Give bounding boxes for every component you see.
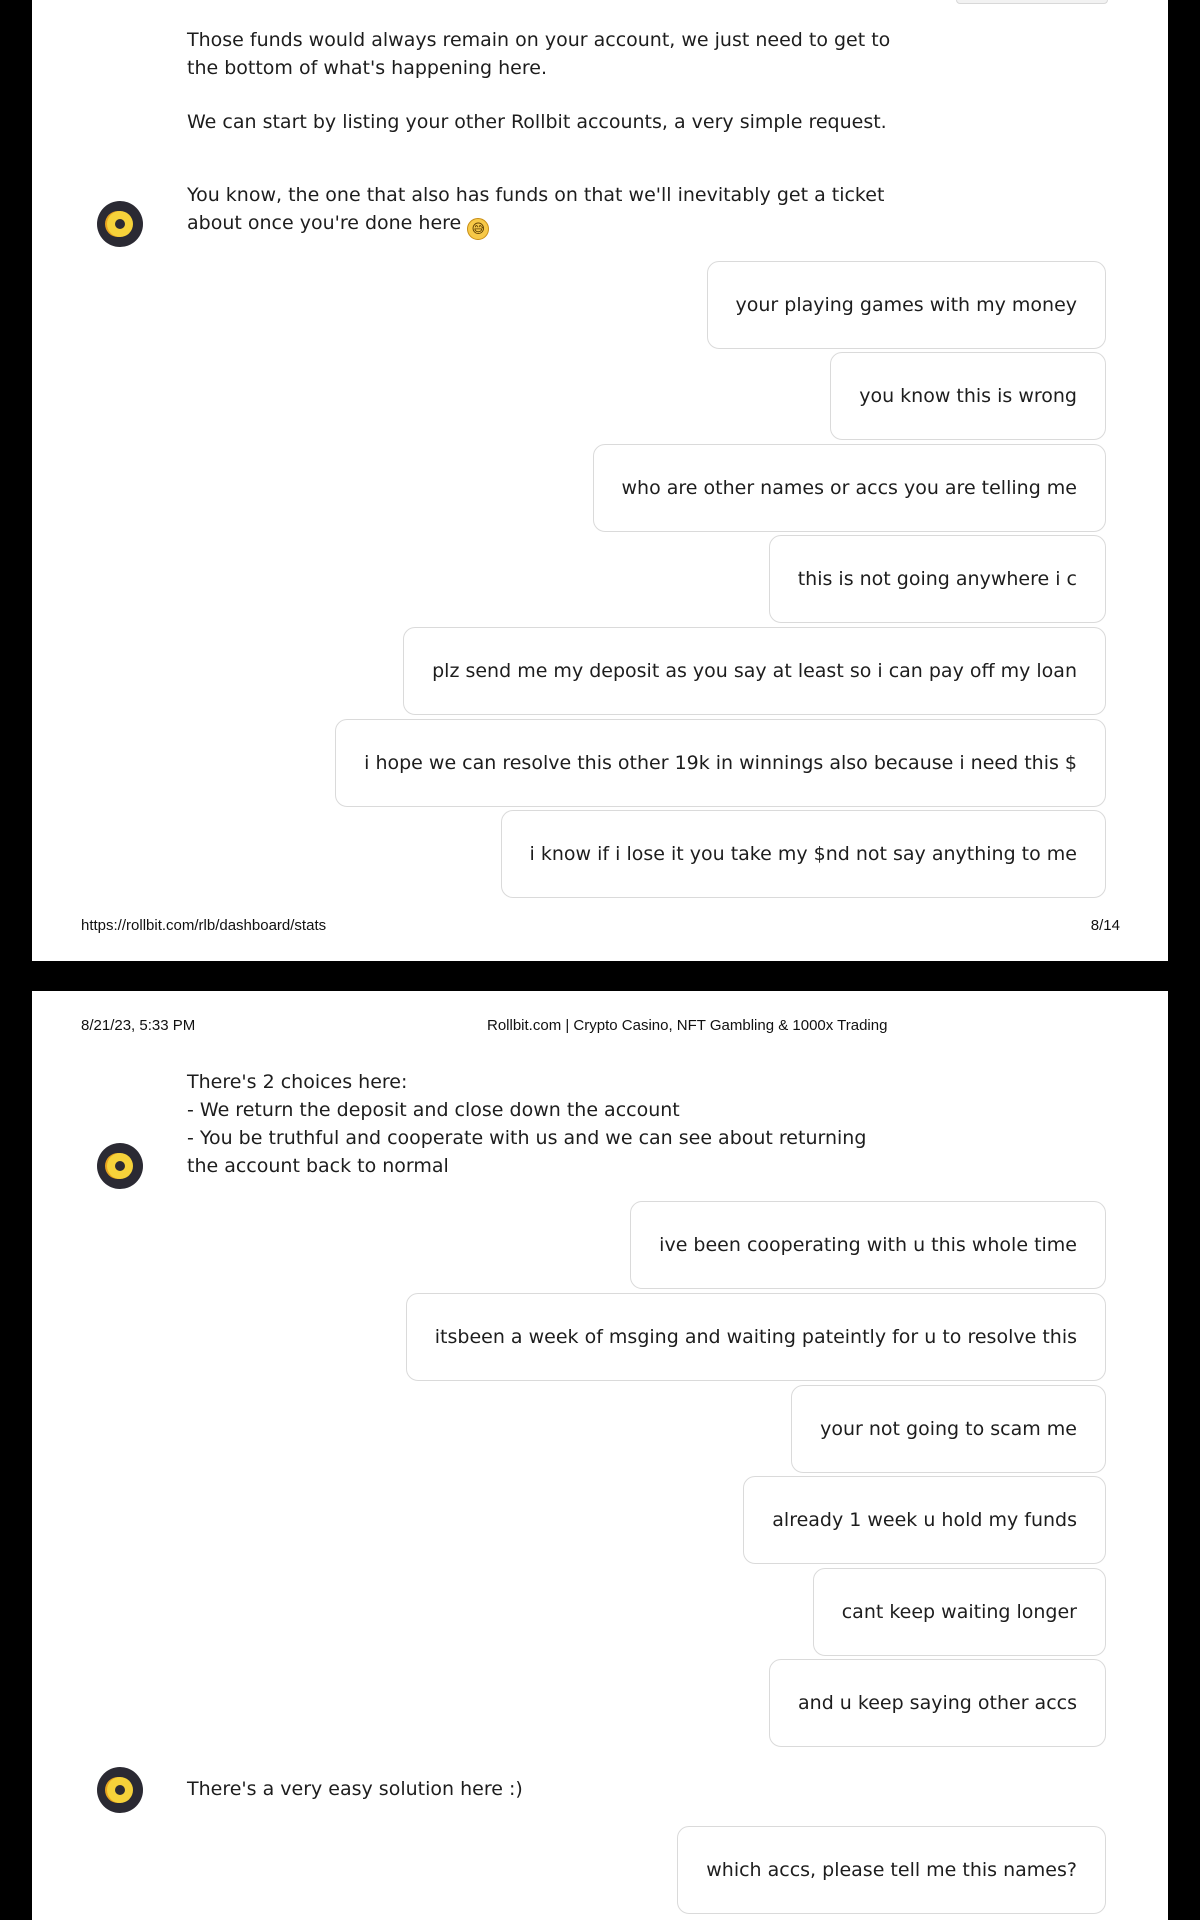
agent-message-line: - You be truthful and cooperate with us and we can see about returning the account back to normal — [187, 1127, 867, 1177]
user-message-bubble: ive been cooperating with u this whole time — [630, 1201, 1106, 1289]
user-message-bubble: and u keep saying other accs — [769, 1659, 1106, 1747]
agent-message — [187, 1068, 907, 1180]
print-page-title: Rollbit.com | Crypto Casino, NFT Gambling & 1000x Trading — [487, 1017, 888, 1034]
user-message-bubble: already 1 week u hold my funds — [743, 1476, 1106, 1564]
user-message-bubble: this is not going anywhere i c — [769, 535, 1106, 623]
previous-bubble-edge — [956, 0, 1108, 4]
agent-message-line: There's 2 choices here: — [187, 1071, 408, 1093]
pdf-page-9 — [32, 991, 1168, 1920]
sweat-smile-emoji-icon: 😅 — [467, 218, 489, 240]
agent-message-text: You know, the one that also has funds on that we'll inevitably get a ticket about once you're done here — [187, 184, 885, 234]
user-message-bubble: i hope we can resolve this other 19k in winnings also because i need this $ — [335, 719, 1106, 807]
user-message-bubble: itsbeen a week of msging and waiting pateintly for u to resolve this — [406, 1293, 1106, 1381]
agent-message-line: - We return the deposit and close down the account — [187, 1099, 680, 1121]
user-message-bubble: who are other names or accs you are telling me — [593, 444, 1106, 532]
user-message-bubble: cant keep waiting longer — [813, 1568, 1106, 1656]
user-message-bubble: your not going to scam me — [791, 1385, 1106, 1473]
print-datetime: 8/21/23, 5:33 PM — [81, 1017, 196, 1034]
user-message-bubble: i know if i lose it you take my $nd not say anything to me — [501, 810, 1106, 898]
user-message-bubble: your playing games with my money — [707, 261, 1107, 349]
agent-message: Those funds would always remain on your account, we just need to get to the bottom of what's happening here. — [187, 29, 891, 79]
page-number: 8/14 — [1090, 917, 1120, 934]
pdf-page-8 — [32, 0, 1168, 961]
agent-message — [187, 181, 907, 240]
user-message-bubble: which accs, please tell me this names? — [677, 1826, 1106, 1914]
rollbit-logo-icon — [97, 1143, 143, 1189]
user-message-bubble: you know this is wrong — [830, 352, 1106, 440]
agent-message: There's a very easy solution here :) — [187, 1778, 523, 1800]
rollbit-logo-icon — [97, 201, 143, 247]
footer-url: https://rollbit.com/rlb/dashboard/stats — [81, 917, 327, 934]
agent-message: We can start by listing your other Rollbit accounts, a very simple request. — [187, 111, 887, 133]
user-message-bubble: plz send me my deposit as you say at least so i can pay off my loan — [403, 627, 1106, 715]
rollbit-logo-icon — [97, 1767, 143, 1813]
